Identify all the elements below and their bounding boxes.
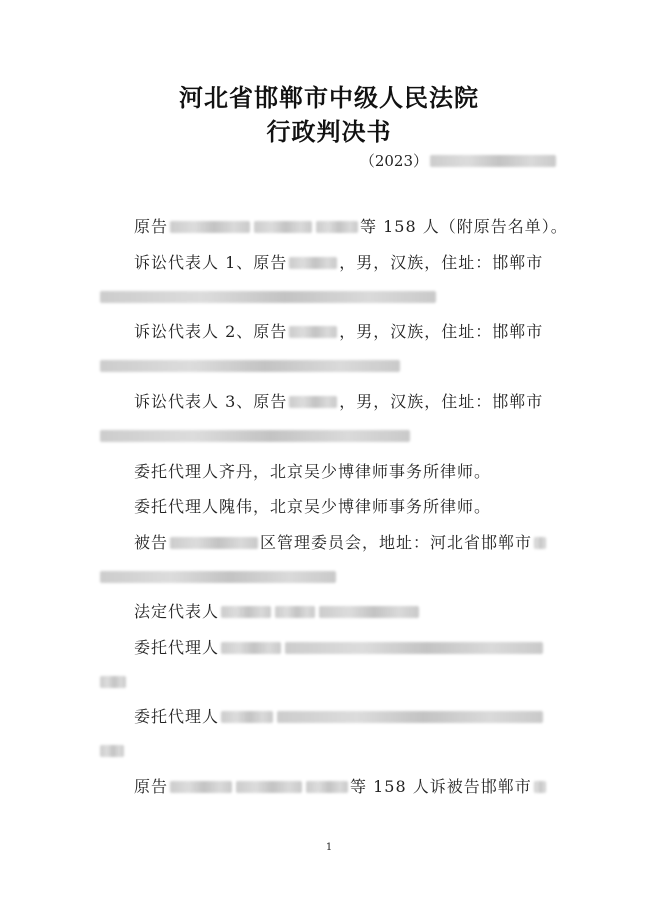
redacted-name: [236, 781, 302, 793]
case-number-year: （2023）: [359, 152, 428, 170]
paragraph-representative-3: [134, 392, 543, 412]
redacted-name: [254, 221, 312, 233]
paragraph-agent-1: 委托代理人齐丹，北京吴少博律师事务所律师。: [134, 462, 492, 481]
redacted-name: [289, 326, 337, 338]
redacted-name: [306, 781, 348, 793]
redacted-text: [319, 606, 419, 618]
paragraph-representative-2: [134, 322, 543, 342]
paragraph-plaintiffs: [134, 217, 568, 237]
address-line-redacted: [98, 567, 338, 587]
redacted-name: [221, 711, 273, 723]
redacted-name: [289, 257, 337, 269]
court-name-title: 河北省邯郸市中级人民法院: [179, 84, 479, 112]
def-agent-label: 委托代理人: [134, 638, 220, 657]
address-line-redacted: [98, 426, 412, 446]
address-line-redacted: [98, 287, 438, 307]
redacted-address: [100, 360, 400, 372]
rep1-label: 诉讼代表人 1、原告: [134, 253, 288, 272]
plaintiff-count-text: 等 158 人（附原告名单）。: [360, 217, 568, 236]
redacted-case-number: [430, 155, 556, 167]
paragraph-representative-1: [134, 253, 543, 273]
case-number: [360, 150, 558, 171]
redacted-address: [100, 430, 410, 442]
document-type-title: 行政判决书: [266, 118, 392, 146]
redacted-text: [534, 537, 546, 549]
paragraph-defendant-agent-1: [134, 638, 545, 658]
redacted-defendant: [170, 537, 258, 549]
address-line-redacted: [98, 356, 402, 376]
legal-rep-label: 法定代表人: [134, 602, 220, 621]
continued-line-redacted: [98, 672, 128, 692]
redacted-text: [100, 745, 124, 757]
redacted-name: [170, 221, 250, 233]
paragraph-legal-representative: [134, 602, 421, 622]
final-plaintiff-label: 原告: [134, 777, 169, 796]
paragraph-defendant-agent-2: [134, 707, 545, 727]
page-number: 1: [325, 842, 333, 853]
rep2-label: 诉讼代表人 2、原告: [134, 322, 288, 341]
redacted-name: [221, 606, 271, 618]
redacted-text: [100, 676, 126, 688]
defendant-info: 区管理委员会，地址：河北省邯郸市: [260, 533, 533, 552]
redacted-text: [275, 606, 315, 618]
paragraph-agent-2: 委托代理人隗伟，北京吴少博律师事务所律师。: [134, 497, 492, 516]
redacted-address: [100, 291, 436, 303]
rep2-info: ，男，汉族，住址：邯郸市: [339, 322, 544, 341]
redacted-name: [289, 396, 337, 408]
redacted-name: [170, 781, 232, 793]
paragraph-defendant: [134, 533, 548, 553]
paragraph-case-summary: [134, 777, 548, 797]
redacted-name: [221, 642, 281, 654]
rep3-info: ，男，汉族，住址：邯郸市: [339, 392, 544, 411]
rep3-label: 诉讼代表人 3、原告: [134, 392, 288, 411]
continued-line-redacted: [98, 741, 126, 761]
rep1-info: ，男，汉族，住址：邯郸市: [339, 253, 544, 272]
redacted-text: [534, 781, 546, 793]
final-summary-text: 等 158 人诉被告邯郸市: [350, 777, 532, 796]
plaintiff-label: 原告: [134, 217, 169, 236]
redacted-text: [285, 642, 543, 654]
defendant-label: 被告: [134, 533, 169, 552]
redacted-name: [316, 221, 358, 233]
redacted-address: [100, 571, 336, 583]
def-agent2-label: 委托代理人: [134, 707, 220, 726]
redacted-text: [277, 711, 543, 723]
